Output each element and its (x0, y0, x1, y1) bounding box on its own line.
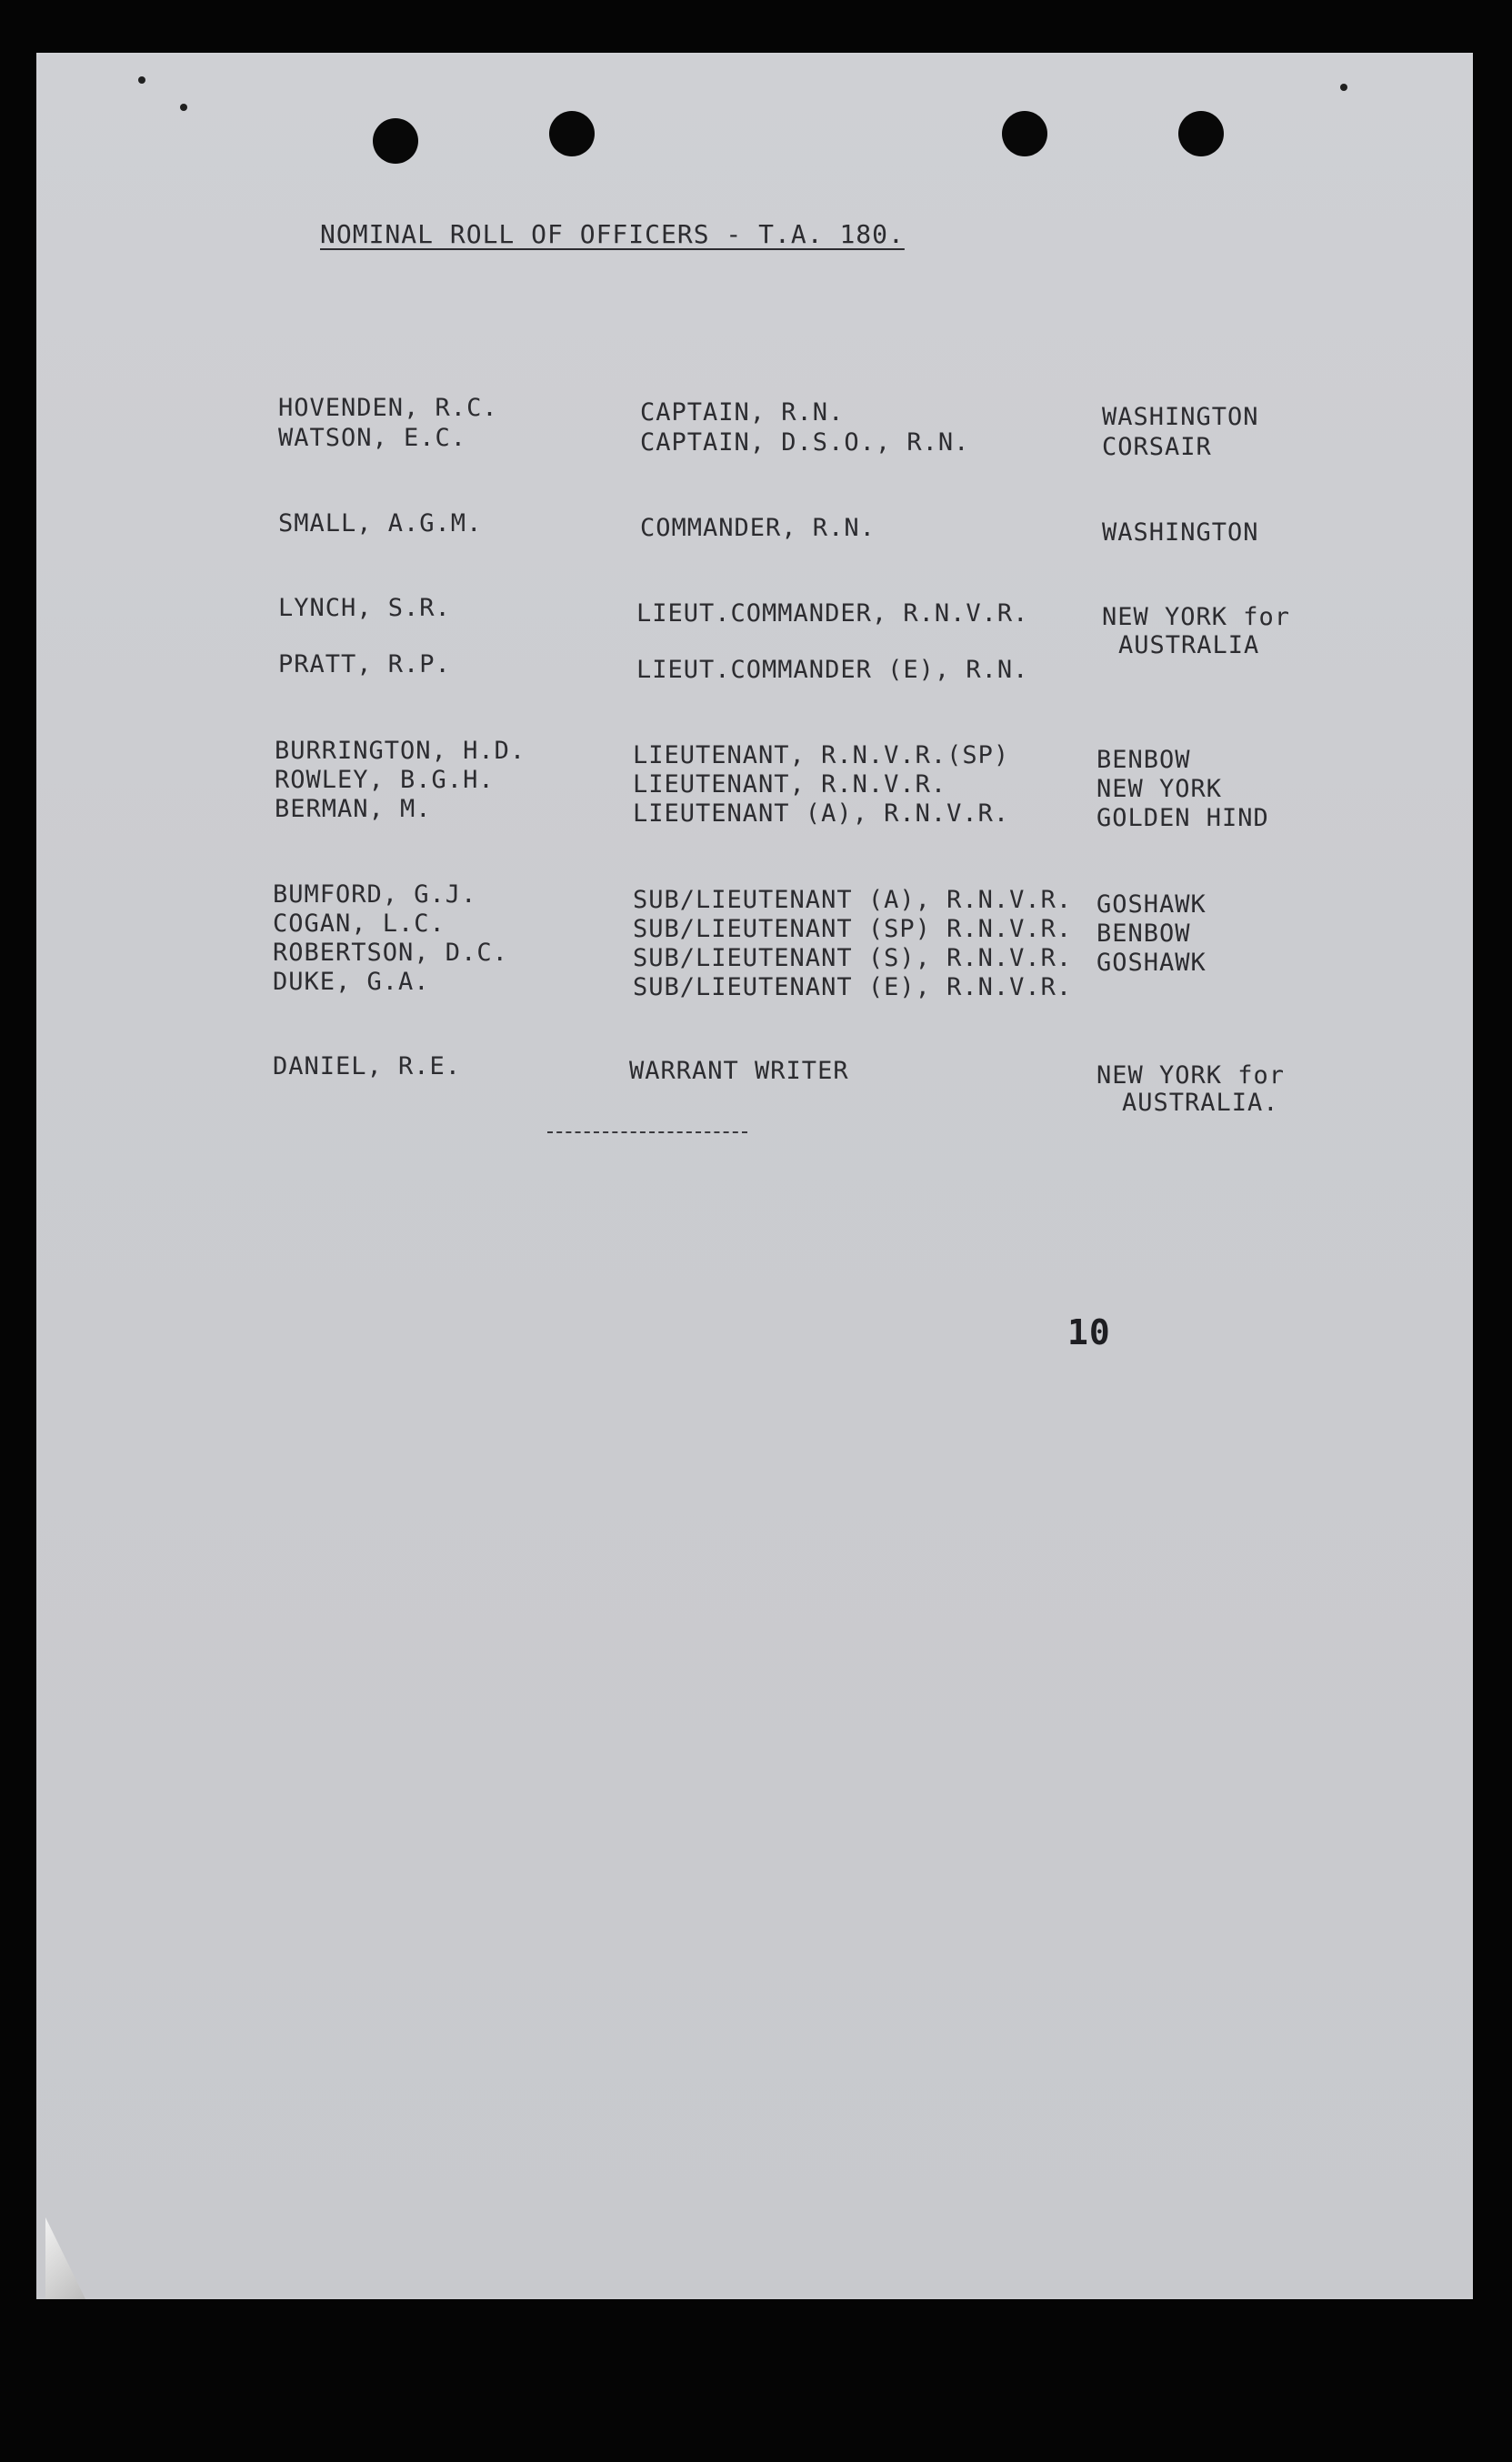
officer-rank: SUB/LIEUTENANT (S), R.N.V.R. (633, 944, 1073, 972)
officer-rank: LIEUTENANT (A), R.N.V.R. (633, 799, 1010, 828)
page-number: 10 (1067, 1312, 1111, 1352)
officer-name: LYNCH, S.R. (278, 594, 451, 622)
officer-ship: AUSTRALIA (1118, 631, 1260, 659)
officer-name: WATSON, E.C. (278, 424, 467, 452)
officer-rank: SUB/LIEUTENANT (A), R.N.V.R. (633, 886, 1073, 914)
officer-ship: WASHINGTON (1102, 518, 1259, 547)
officer-name: BERMAN, M. (275, 795, 432, 823)
officer-name: DUKE, G.A. (273, 968, 430, 996)
punch-hole (1178, 111, 1224, 156)
page-title: NOMINAL ROLL OF OFFICERS - T.A. 180. (320, 219, 905, 249)
officer-ship: AUSTRALIA. (1122, 1089, 1279, 1117)
officer-name: COGAN, L.C. (273, 909, 446, 938)
officer-rank: SUB/LIEUTENANT (E), R.N.V.R. (633, 973, 1073, 1001)
officer-ship: NEW YORK for (1096, 1061, 1286, 1090)
ink-speck (138, 76, 145, 84)
officer-name: DANIEL, R.E. (273, 1052, 462, 1080)
officer-ship: GOSHAWK (1096, 890, 1207, 919)
officer-ship: NEW YORK (1096, 775, 1223, 803)
officer-name: BURRINGTON, H.D. (275, 737, 526, 765)
officer-ship: CORSAIR (1102, 433, 1212, 461)
officer-name: BUMFORD, G.J. (273, 880, 477, 909)
officer-ship: BENBOW (1096, 746, 1191, 774)
officer-ship: NEW YORK for (1102, 603, 1291, 631)
officer-name: ROWLEY, B.G.H. (275, 766, 495, 794)
folded-corner (45, 2217, 85, 2299)
punch-hole (549, 111, 595, 156)
officer-rank: LIEUTENANT, R.N.V.R.(SP) (633, 741, 1010, 769)
officer-name: ROBERTSON, D.C. (273, 939, 508, 967)
officer-ship: BENBOW (1096, 919, 1191, 948)
officer-rank: SUB/LIEUTENANT (SP) R.N.V.R. (633, 915, 1073, 943)
officer-name: HOVENDEN, R.C. (278, 394, 498, 422)
officer-rank: COMMANDER, R.N. (640, 514, 876, 542)
officer-name: SMALL, A.G.M. (278, 509, 483, 538)
officer-rank: CAPTAIN, R.N. (640, 398, 845, 427)
officer-rank: LIEUT.COMMANDER, R.N.V.R. (636, 599, 1029, 628)
officer-ship: GOSHAWK (1096, 949, 1207, 977)
closing-rule (547, 1131, 747, 1133)
officer-ship: WASHINGTON (1102, 403, 1259, 431)
officer-rank: WARRANT WRITER (629, 1057, 849, 1085)
officer-rank: LIEUT.COMMANDER (E), R.N. (636, 656, 1029, 684)
ink-speck (1340, 84, 1347, 91)
officer-rank: CAPTAIN, D.S.O., R.N. (640, 428, 970, 457)
ink-speck (180, 104, 187, 111)
document-sheet (36, 53, 1473, 2299)
officer-rank: LIEUTENANT, R.N.V.R. (633, 770, 947, 799)
punch-hole (373, 118, 418, 164)
officer-name: PRATT, R.P. (278, 650, 451, 678)
punch-hole (1002, 111, 1047, 156)
officer-ship: GOLDEN HIND (1096, 804, 1269, 832)
